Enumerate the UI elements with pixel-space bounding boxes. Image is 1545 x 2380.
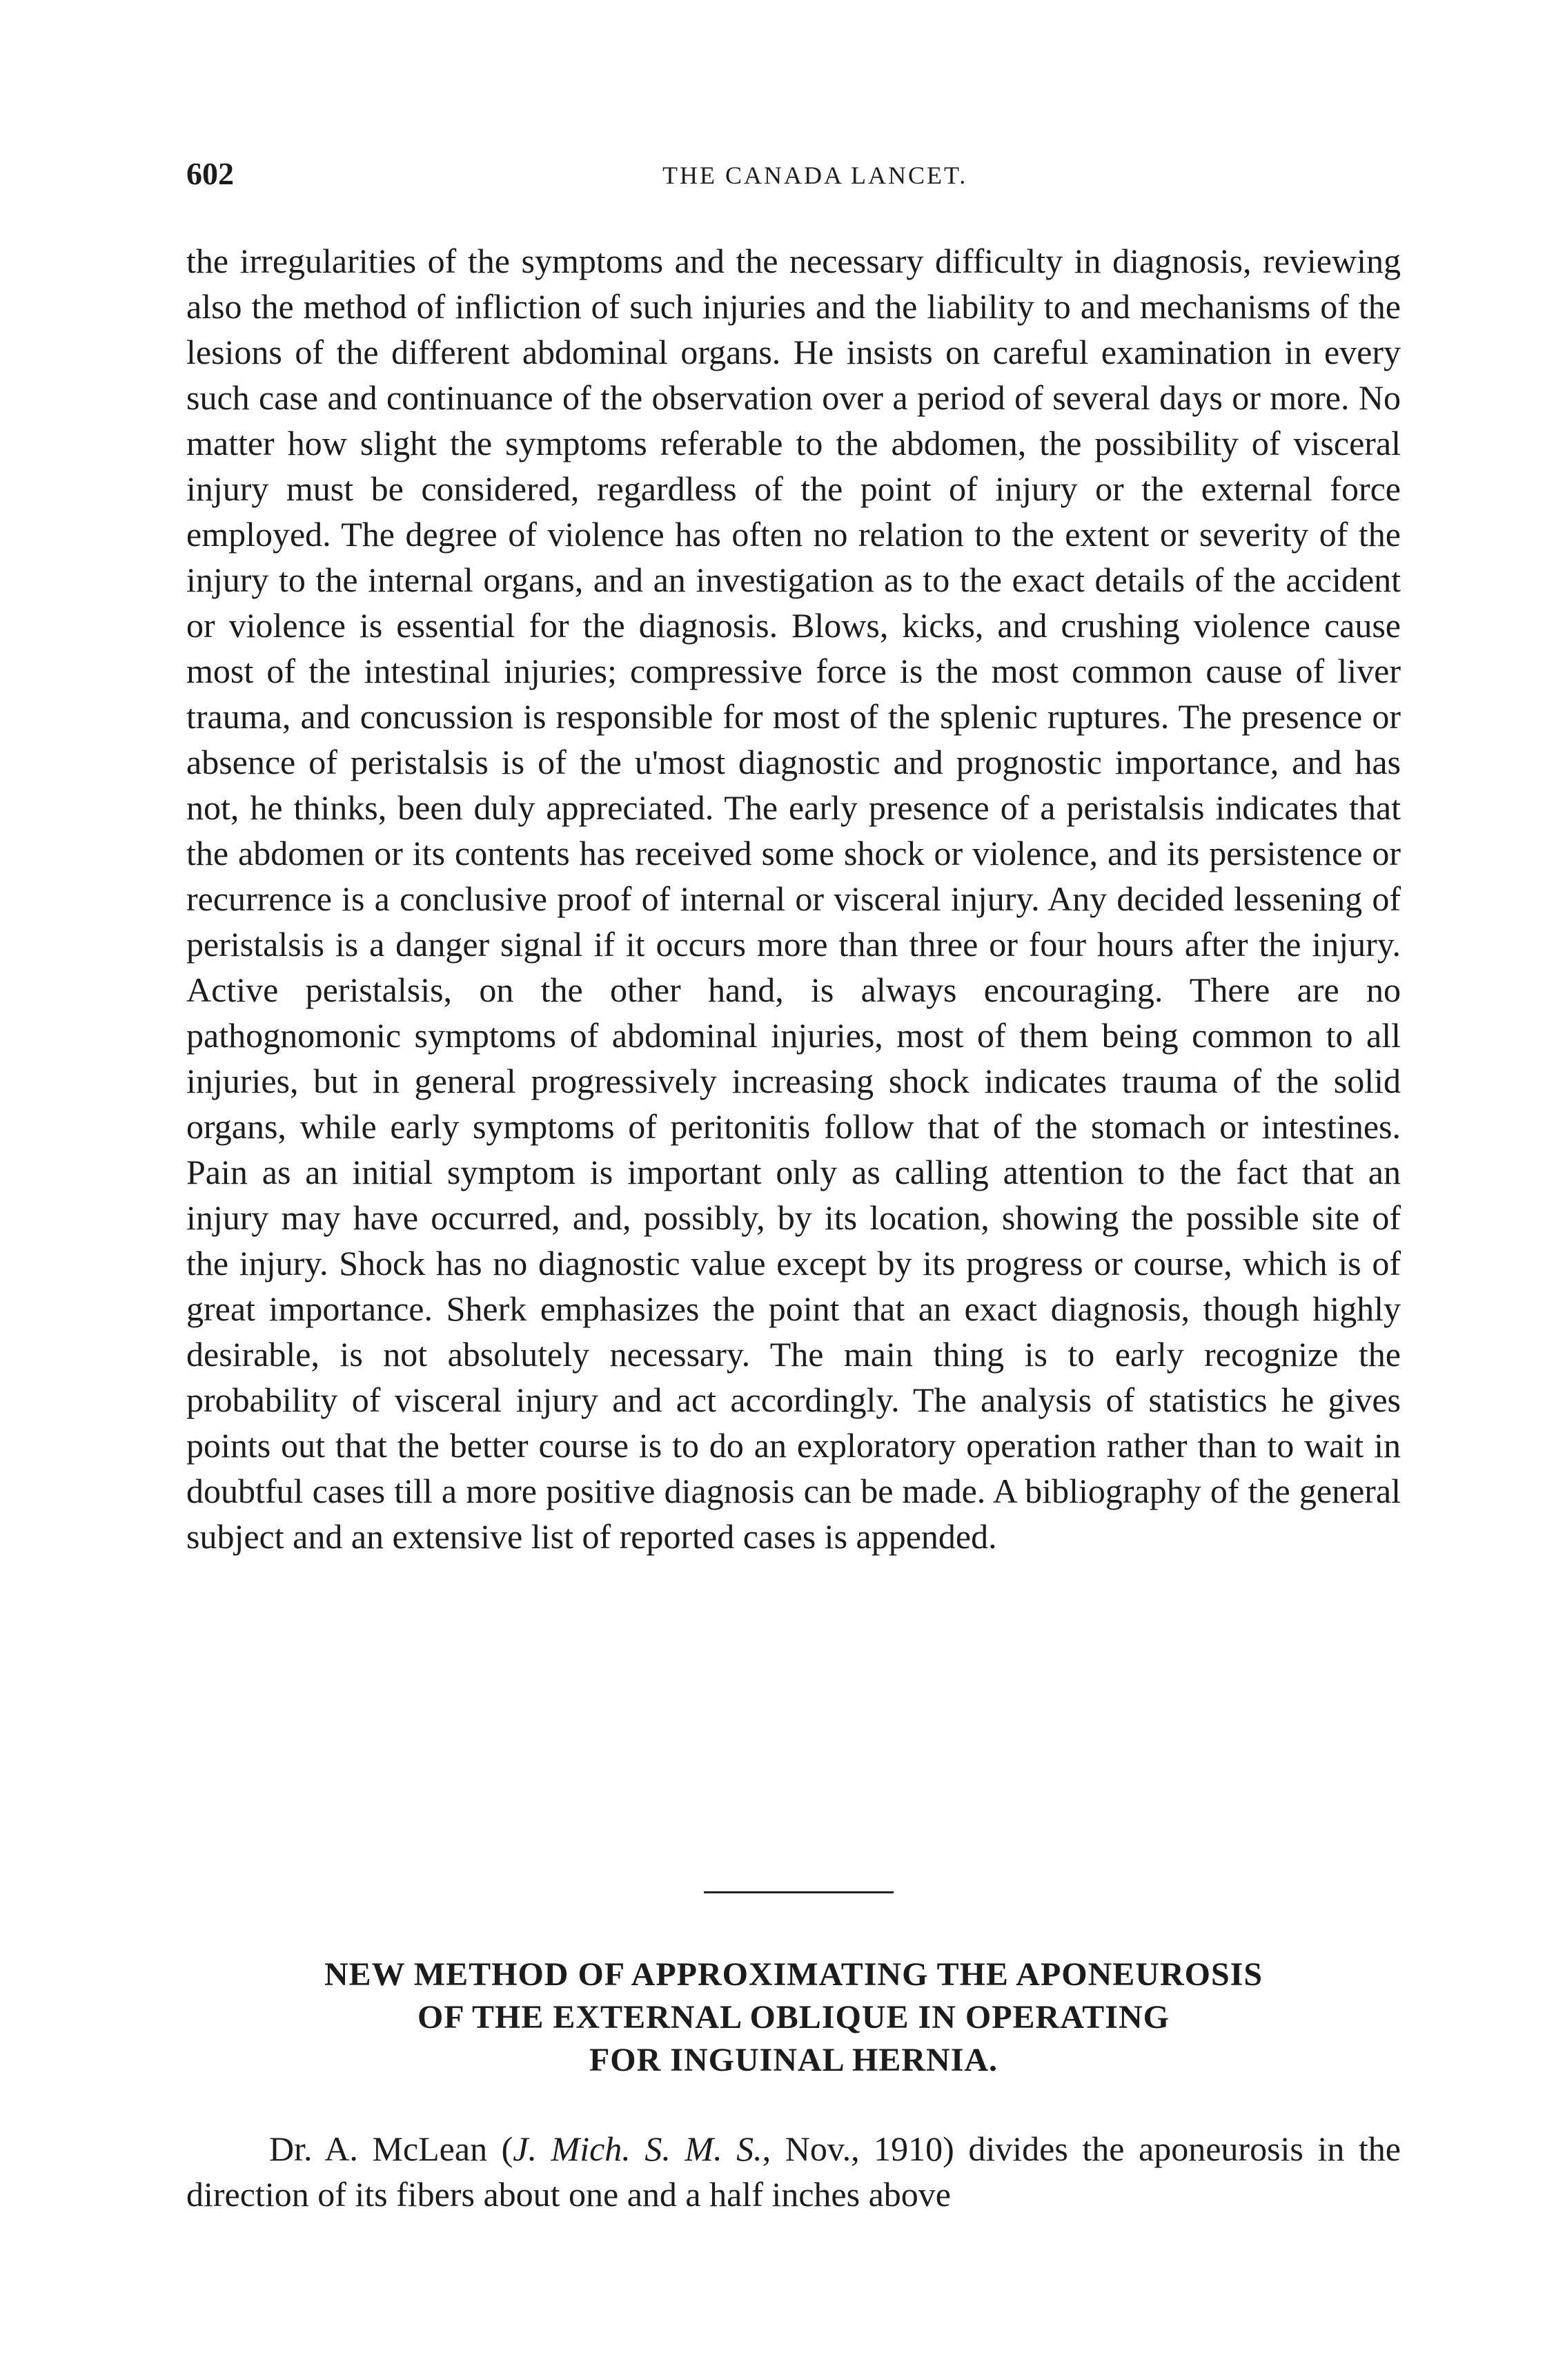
page-number: 602: [186, 156, 234, 191]
article-intro-paragraph: [186, 2126, 1401, 2217]
section-heading-line: OF THE EXTERNAL OBLIQUE IN OPERATING: [417, 1999, 1170, 2036]
section-heading-line: FOR INGUINAL HERNIA.: [589, 2042, 998, 2078]
intro-citation: J. Mich. S. M. S.: [513, 2129, 762, 2168]
section-heading: [166, 1953, 1421, 2082]
section-divider: [704, 1891, 894, 1893]
intro-text-after: , Nov., 1910) divides the aponeurosis in the direction of its fibers about one and a half inches above: [186, 2129, 1401, 2214]
running-head: [186, 155, 1408, 197]
body-paragraph: the irregularities of the symptoms and the necessary difficulty in diagnosis, reviewing also the method of infliction of such injuries and the liability to and mechanisms of the lesions of the different abdominal organs. He insists on careful examination in every such case and continuance of the observation over a period of several days or more. No matter how slight the symptoms referable to the abdomen, the possibility of visceral injury must be considered, regardless of the point of injury or the external force employed. The degree of violence has often no relation to the extent or severity of the injury to the internal organs, and an investigation as to the exact details of the accident or violence is essential for the diagnosis. Blows, kicks, and crushing violence cause most of the intestinal injuries; compressive force is the most common cause of liver trauma, and concussion is responsible for most of the splenic ruptures. The presence or absence of peristalsis is of the u'most diagnostic and prognostic importance, and has not, he thinks, been duly appreciated. The early presence of a peristalsis indicates that the abdomen or its contents has received some shock or violence, and its persistence or recurrence is a conclusive proof of internal or visceral injury. Any decided lessening of peristalsis is a danger signal if it occurs more than three or four hours after the injury. Active peristalsis, on the other hand, is always encouraging. There are no pathognomonic symptoms of abdominal injuries, most of them being common to all injuries, but in general progressively increasing shock indicates trauma of the solid organs, while early symptoms of peritonitis follow that of the stomach or intestines. Pain as an initial symptom is important only as calling attention to the fact that an injury may have occurred, and, possibly, by its location, showing the possible site of the injury. Shock has no diagnostic value except by its progress or course, which is of great importance. Sherk emphasizes the point that an exact diagnosis, though highly desirable, is not absolutely necessary. The main thing is to early recognize the probability of visceral injury and act accordingly. The analysis of statistics he gives points out that the better course is to do an exploratory operation rather than to wait in doubtful cases till a more positive diagnosis can be made. A bibliography of the general subject and an extensive list of reported cases is appended.: [186, 242, 1401, 1556]
journal-title: THE CANADA LANCET.: [662, 162, 968, 189]
intro-text-before: Dr. A. McLean (: [269, 2129, 513, 2168]
section-heading-line: NEW METHOD OF APPROXIMATING THE APONEUROSIS: [324, 1956, 1263, 1993]
